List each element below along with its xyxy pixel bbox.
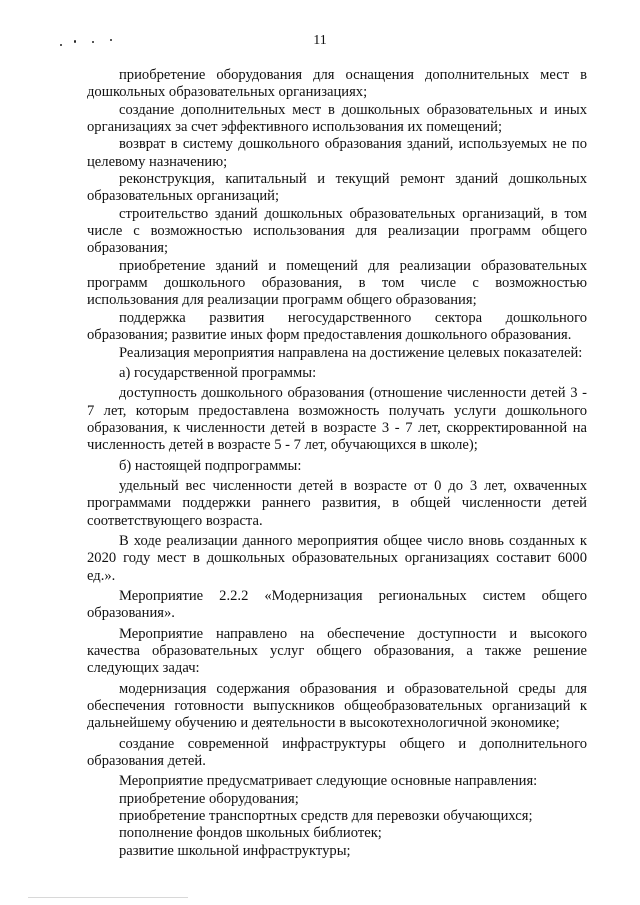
paragraph: Мероприятие 2.2.2 «Модернизация региональных систем общего образования».: [87, 587, 587, 622]
paragraph: Мероприятие направлено на обеспечение доступности и высокого качества образовательных услуг общего образования, а также решение следующих задач:: [87, 625, 587, 677]
paragraph: поддержка развития негосударственного сектора дошкольного образования; развитие иных форм предоставления дошкольного образования.: [87, 309, 587, 344]
paragraph: В ходе реализации данного мероприятия общее число вновь созданных к 2020 году мест в дошкольных образовательных организациях составит 6000 ед.».: [87, 532, 587, 584]
paragraph: пополнение фондов школьных библиотек;: [119, 825, 382, 842]
paragraph: б) настоящей подпрограммы:: [119, 457, 302, 474]
paragraph: создание современной инфраструктуры общего и дополнительного образования детей.: [87, 735, 587, 770]
paragraph: развитие школьной инфраструктуры;: [119, 842, 351, 859]
paragraph: приобретение оборудования;: [119, 790, 299, 807]
paragraph: строительство зданий дошкольных образовательных организаций, в том числе с возможностью использования для реализации программ общего образования;: [87, 205, 587, 257]
paragraph: приобретение транспортных средств для перевозки обучающихся;: [119, 808, 533, 825]
paragraph: удельный вес численности детей в возрасте от 0 до 3 лет, охваченных программами поддержки раннего развития, в общей численности детей соответствующего возраста.: [87, 477, 587, 529]
paragraph: реконструкция, капитальный и текущий ремонт зданий дошкольных образовательных организаций;: [87, 171, 587, 205]
paragraph: доступность дошкольного образования (отношение численности детей 3 - 7 лет, которым предоставлена возможность получать услуги дошкольного образования, к численности детей в возрасте 3 - 7 лет, скорректированной на численность детей в возрасте 5 - 7 лет, обучающихся в школе);: [87, 385, 587, 454]
body-text: [87, 67, 587, 860]
paragraph: а) государственной программы:: [119, 364, 317, 381]
paragraph: возврат в систему дошкольного образования зданий, используемых не по целевому назначению;: [87, 136, 587, 170]
scan-edge-line: [28, 897, 188, 898]
paragraph: модернизация содержания образования и образовательной среды для обеспечения готовности выпускников общеобразовательных организаций к дальнейшему обучению и деятельности в высокотехнологичной экономике;: [87, 680, 587, 732]
paragraph: Реализация мероприятия направлена на достижение целевых показателей:: [119, 344, 583, 361]
paragraph: Мероприятие предусматривает следующие основные направления:: [119, 773, 538, 790]
paragraph: создание дополнительных мест в дошкольных образовательных и иных организациях за счет эффективного использования их помещений;: [87, 101, 587, 136]
paragraph: приобретение оборудования для оснащения дополнительных мест в дошкольных образовательных организациях;: [87, 67, 587, 101]
paragraph: приобретение зданий и помещений для реализации образовательных программ дошкольного образования, в том числе с возможностью использования для реализации программ общего образования;: [87, 257, 587, 309]
page-number: 11: [313, 33, 327, 48]
